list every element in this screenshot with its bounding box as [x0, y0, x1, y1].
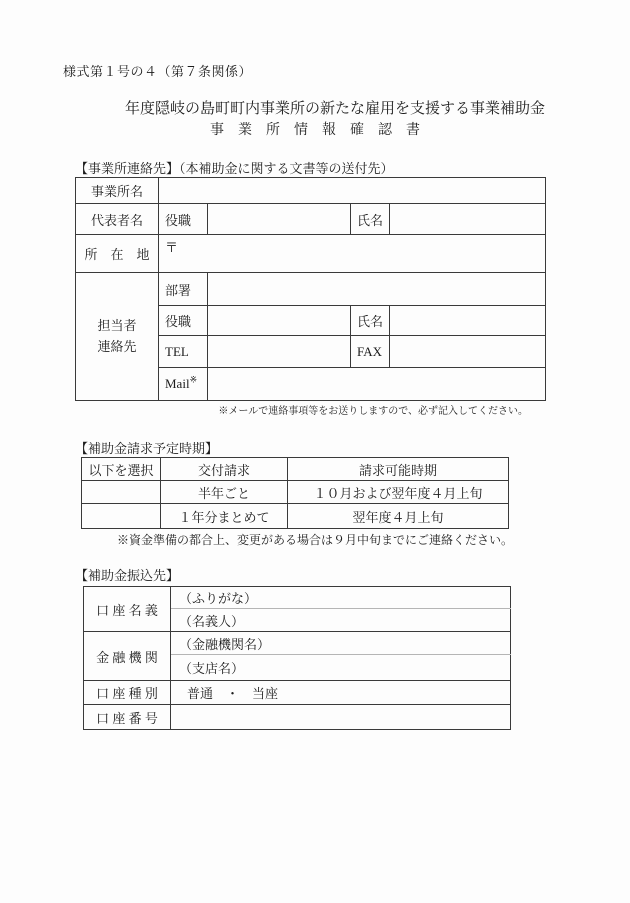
department-label: 部署 [159, 273, 208, 306]
branch-name-field[interactable]: （支店名） [171, 655, 511, 681]
document-title-line2: 事 業 所 情 報 確 認 書 [210, 123, 420, 138]
staff-contact-label-line1: 担当者 [97, 318, 137, 334]
representative-label: 代表者名 [76, 204, 159, 235]
contact-heading: 【事業所連絡先】 [75, 161, 180, 176]
section-heading-transfer: 【補助金振込先】 [75, 568, 180, 583]
request-type-header: 交付請求 [161, 458, 288, 481]
representative-position-field[interactable] [208, 204, 351, 235]
tel-label: TEL [159, 336, 208, 368]
staff-name-field[interactable] [390, 306, 546, 336]
contact-heading-note: （本補助金に関する文書等の送付先） [179, 161, 394, 176]
section-heading-request: 【補助金請求予定時期】 [75, 441, 219, 456]
account-name-label: 口 座 名 義 [84, 587, 171, 632]
staff-position-field[interactable] [208, 306, 351, 336]
contact-footnote: ※メールで連絡事項等をお送りしますので、必ず記入してください。 [218, 406, 528, 417]
staff-contact-label-line2: 連絡先 [97, 338, 137, 354]
fax-label: FAX [351, 336, 390, 368]
account-holder-field[interactable]: （名義人） [171, 609, 511, 632]
mail-label [159, 368, 208, 401]
account-furigana-field[interactable]: （ふりがな） [171, 587, 511, 609]
mail-note-mark: ※ [189, 374, 198, 385]
department-field[interactable] [208, 273, 546, 306]
address-field[interactable] [159, 235, 546, 273]
select-option-cell[interactable] [82, 481, 161, 504]
contact-table [75, 177, 546, 401]
account-number-field[interactable] [171, 705, 511, 730]
staff-position-label: 役職 [159, 306, 208, 336]
request-method-cell: １年分まとめて [161, 504, 288, 529]
bank-label: 金 融 機 関 [84, 632, 171, 681]
request-method-cell: 半年ごと [161, 481, 288, 504]
select-option-cell[interactable] [82, 504, 161, 529]
account-number-label: 口 座 番 号 [84, 705, 171, 730]
staff-contact-label [76, 273, 159, 401]
tel-field[interactable] [208, 336, 351, 368]
mail-field[interactable] [208, 368, 546, 401]
representative-position-label: 役職 [159, 204, 208, 235]
request-period-cell: １０月および翌年度４月上旬 [288, 481, 509, 504]
request-period-cell: 翌年度４月上旬 [288, 504, 509, 529]
transfer-table [83, 586, 511, 730]
bank-name-field[interactable]: （金融機関名） [171, 632, 511, 655]
representative-name-label: 氏名 [351, 204, 390, 235]
postal-mark: 〒 [165, 240, 179, 255]
fax-field[interactable] [390, 336, 546, 368]
address-label: 所 在 地 [76, 235, 159, 273]
request-period-header: 請求可能時期 [288, 458, 509, 481]
request-schedule-table [81, 457, 509, 529]
request-footnote: ※資金準備の都合上、変更がある場合は９月中旬までにご連絡ください。 [116, 533, 513, 547]
form-number: 様式第１号の４（第７条関係） [63, 64, 253, 79]
staff-name-label: 氏名 [351, 306, 390, 336]
representative-name-field[interactable] [390, 204, 546, 235]
account-type-label: 口 座 種 別 [84, 681, 171, 705]
document-title-line1: 年度隠岐の島町町内事業所の新たな雇用を支援する事業補助金 [125, 101, 546, 117]
office-name-label: 事業所名 [76, 178, 159, 204]
section-heading-contact [75, 158, 394, 177]
select-column-header: 以下を選択 [82, 458, 161, 481]
mail-label-text: Mail [165, 376, 190, 391]
office-name-field[interactable] [159, 178, 546, 204]
account-type-options[interactable]: 普通 ・ 当座 [171, 681, 511, 705]
